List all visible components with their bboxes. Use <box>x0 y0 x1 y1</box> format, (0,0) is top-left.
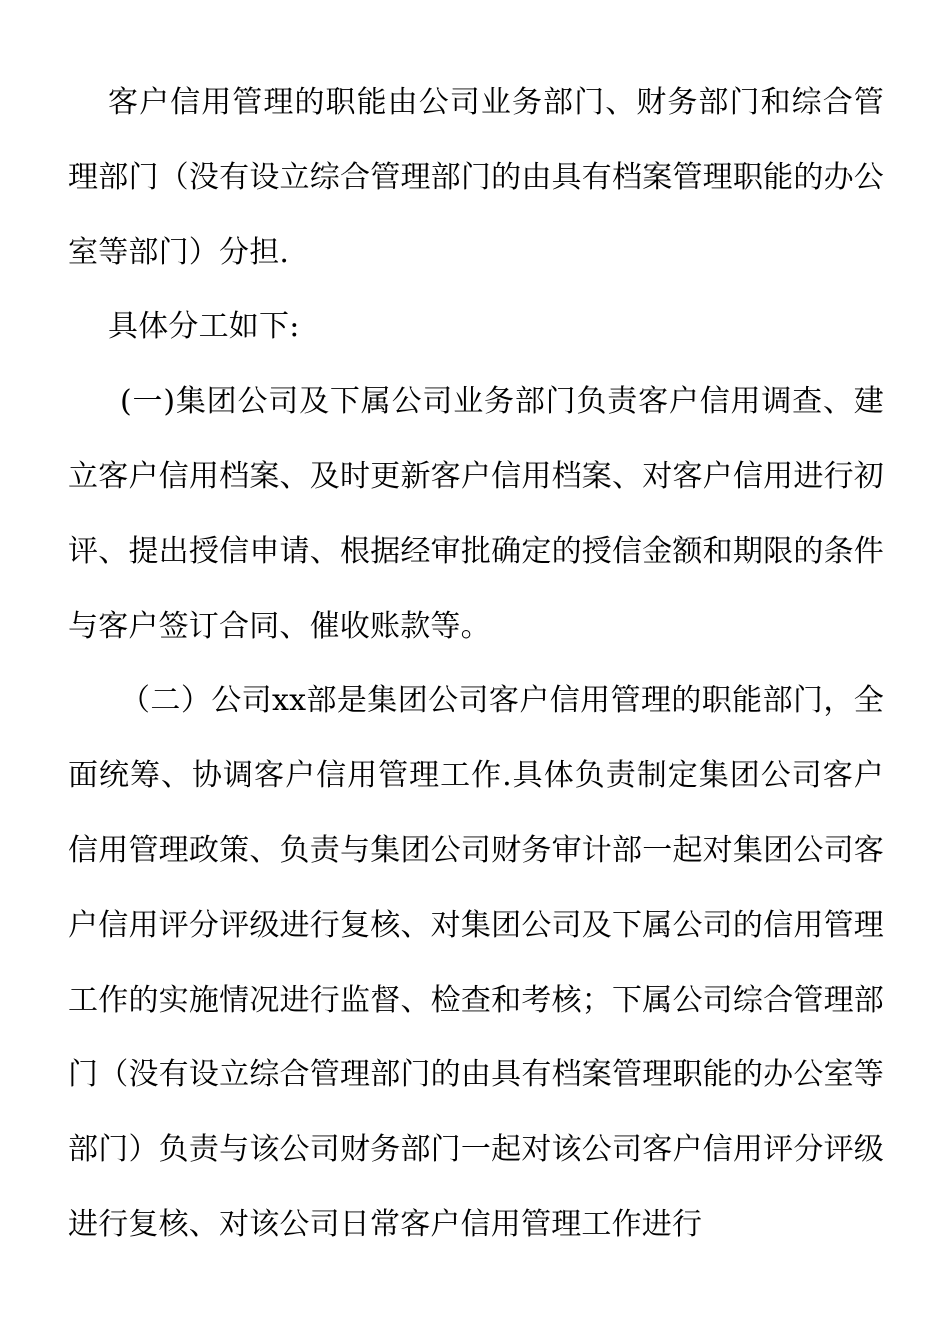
document-body <box>68 66 884 1263</box>
paragraph-division-heading: 具体分工如下: <box>108 309 300 345</box>
paragraph-item-1: (一)集团公司及下属公司业务部门负责客户信用调查、建立客户信用档案、及时更新客户信用档案、对客户信用进行初评、提出授信申请、根据经审批确定的授信金额和期限的条件与客户签订合同、催收账款等。 <box>68 384 884 644</box>
paragraph-item-2: （二）公司xx部是集团公司客户信用管理的职能部门，全面统筹、协调客户信用管理工作.具体负责制定集团公司客户信用管理政策、负责与集团公司财务审计部一起对集团公司客户信用评分评级进行复核、对集团公司及下属公司的信用管理工作的实施情况进行监督、检查和考核；下属公司综合管理部门（没有设立综合管理部门的由具有档案管理职能的办公室等部门）负责与该公司财务部门一起对该公司客户信用评分评级进行复核、对该公司日常客户信用管理工作进行 <box>68 683 884 1242</box>
paragraph-intro: 客户信用管理的职能由公司业务部门、财务部门和综合管理部门（没有设立综合管理部门的由具有档案管理职能的办公室等部门）分担. <box>68 85 884 270</box>
